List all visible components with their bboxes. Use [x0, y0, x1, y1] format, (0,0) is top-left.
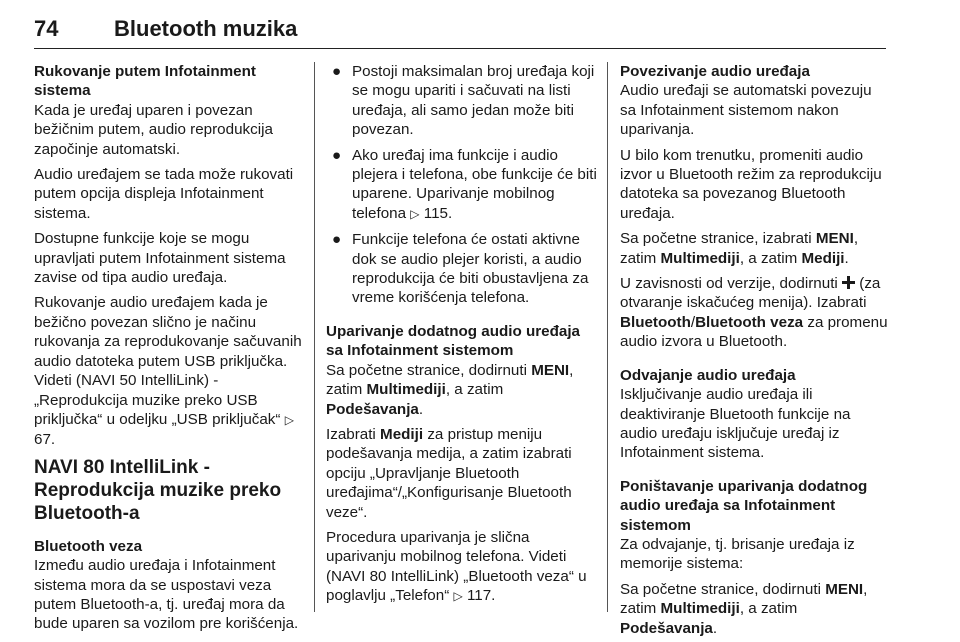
plus-icon	[842, 276, 855, 289]
paragraph: U zavisnosti od verzije, dodirnuti (za otvaranje iskačućeg menija). Izabrati Bluetooth/Bluetooth veza za promenu audio izvora u Bluetooth.	[620, 275, 888, 351]
page-reference: 117.	[466, 587, 496, 605]
arrow-reference-icon: ▷	[453, 589, 463, 604]
column-1	[34, 62, 304, 633]
paragraph: Za odvajanje, tj. brisanje uređaja iz memorije sistema:	[620, 535, 855, 573]
bullet-icon: ●	[332, 146, 342, 164]
subheading-povezivanje: Povezivanje audio uređaja	[620, 63, 810, 80]
paragraph: Procedura uparivanja je slična uparivanju mobilnog telefona. Videti (NAVI 80 IntelliLink) „Bluetooth veza“ u poglavlju „Telefon“ ▷ 117.	[326, 528, 587, 605]
column-divider-2	[607, 62, 608, 612]
paragraph: Između audio uređaja i Infotainment sistema mora da se uspostavi veza putem Bluetooth-a, tj. uređaj mora da bude uparen sa vozilom pre korišćenja.	[34, 557, 299, 633]
column-divider-1	[314, 62, 315, 612]
subheading-uparivanje: Uparivanje dodatnog audio uređaja sa Infotainment sistemom	[326, 322, 581, 360]
paragraph: Kada je uređaj uparen i povezan bežičnim putem, audio reprodukcija započinje automatski.	[34, 101, 273, 158]
page-reference: 115.	[423, 204, 453, 222]
arrow-reference-icon: ▷	[284, 412, 294, 427]
page-header	[34, 8, 886, 49]
bullet-icon: ●	[332, 231, 342, 249]
list-item: ● Funkcije telefona će ostati aktivne dok se audio plejer koristi, a audio reprodukcija će biti obustavljena za vreme korišćenja telefona.	[332, 231, 589, 307]
paragraph: Rukovanje audio uređajem kada je bežično povezan slično je načinu rukovanja za reprodukovanje sačuvanih audio datoteka putem USB priključka. Videti (NAVI 50 IntelliLink) - „Reprodukcija muzike preko USB priključka“ u odeljku „USB priključak“ ▷ 67.	[34, 294, 302, 449]
page-number: 74	[34, 16, 59, 41]
paragraph: Sa početne stranice, dodirnuti MENI, zatim Multimediji, a zatim Podešavanja.	[326, 361, 574, 418]
paragraph: U bilo kom trenutku, promeniti audio izvor u Bluetooth režim za reprodukciju datoteka sa povezanog Bluetooth uređaja.	[620, 146, 882, 222]
section-heading-navi80: NAVI 80 IntelliLink - Reprodukcija muzike preko Bluetooth-a	[34, 456, 282, 524]
paragraph: Sa početne stranice, dodirnuti MENI, zatim Multimediji, a zatim Podešavanja.	[620, 580, 868, 637]
paragraph: Dostupne funkcije koje se mogu upravljati putem Infotainment sistema zavise od tipa audio uređaja.	[34, 230, 286, 287]
list-item: ● Postoji maksimalan broj uređaja koji se mogu upariti i sačuvati na listi uređaja, ali samo jedan može biti povezan.	[332, 63, 595, 139]
bullet-icon: ●	[332, 63, 342, 80]
paragraph: Izabrati Mediji za pristup meniju podešavanja medija, a zatim izabrati opciju „Upravljanje Bluetooth uređajima“/„Konfigurisanje Bluetooth veze“.	[326, 425, 572, 521]
section-title: Bluetooth muzika	[114, 16, 298, 41]
list-item: ● Ako uređaj ima funkcije i audio plejera i telefona, obe funkcije će biti uparene. Uparivanje mobilnog telefona ▷ 115.	[332, 146, 597, 222]
paragraph: Audio uređaji se automatski povezuju sa Infotainment sistemom nakon uparivanja.	[620, 82, 872, 139]
column-2	[326, 62, 598, 610]
subheading-infotainment: Rukovanje putem Infotainment sistema	[34, 63, 256, 100]
paragraph: Audio uređajem se tada može rukovati putem opcija displeja Infotainment sistema.	[34, 166, 294, 222]
subheading-bluetooth-veza: Bluetooth veza	[34, 537, 143, 555]
page-reference: 67.	[34, 431, 56, 449]
subheading-odvajanje: Odvajanje audio uređaja	[620, 366, 796, 384]
paragraph: Sa početne stranice, izabrati MENI, zatim Multimediji, a zatim Mediji.	[620, 230, 859, 267]
column-3	[620, 62, 890, 637]
subheading-ponistavanje: Poništavanje uparivanja dodatnog audio uređaja sa Infotainment sistemom	[620, 477, 868, 534]
paragraph: Isključivanje audio uređaja ili deaktiviranje Bluetooth funkcije na audio uređaju isključuje uređaj iz Infotainment sistema.	[620, 386, 851, 462]
arrow-reference-icon: ▷	[410, 206, 420, 221]
